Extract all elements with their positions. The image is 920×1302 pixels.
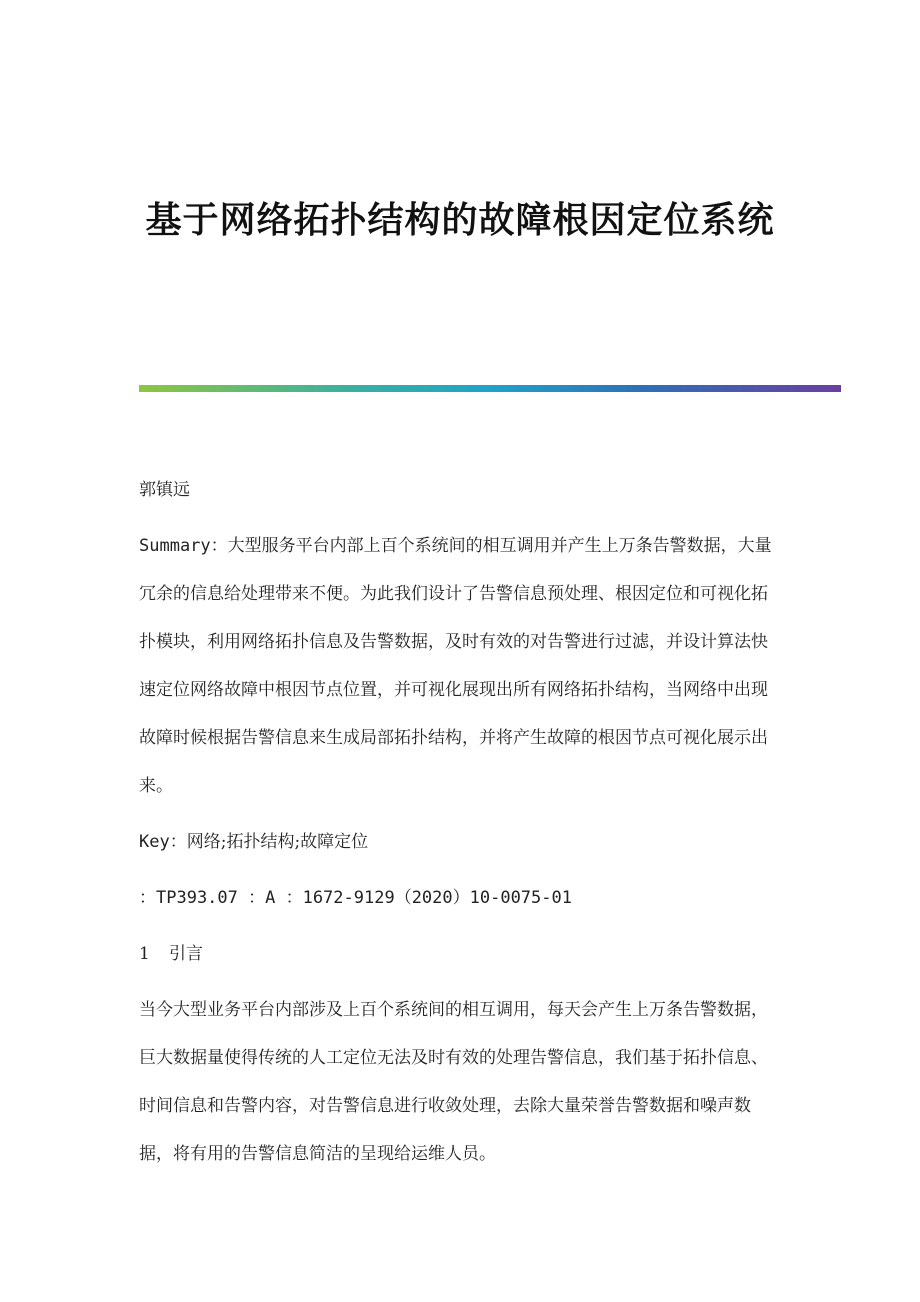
keywords-text: 网络;拓扑结构;故障定位: [186, 832, 369, 852]
title-gradient-rule: [139, 385, 841, 392]
intro-paragraph: 当今大型业务平台内部涉及上百个系统间的相互调用，每天会产生上万条告警数据，巨大数据量使得传统的人工定位无法及时有效的处理告警信息，我们基于拓扑信息、时间信息和告警内容，对告警信息进行收敛处理，去除大量荣誉告警数据和噪声数据，将有用的告警信息简洁的呈现给运维人员。: [139, 1000, 768, 1164]
document-title: 基于网络拓扑结构的故障根因定位系统: [145, 199, 775, 241]
keywords-label: Key：: [139, 832, 187, 852]
summary-label: Summary：: [139, 536, 228, 556]
author-line: 郭镇远: [139, 480, 190, 500]
keywords-line: [139, 818, 779, 866]
section-heading: [139, 930, 779, 978]
section-title: 引言: [169, 944, 203, 964]
classification-line: ：TP393.07 ：A ：1672-9129（2020）10-0075-01: [139, 888, 572, 908]
document-body: [139, 466, 779, 1186]
section-number: 1: [139, 944, 150, 964]
summary-text: 大型服务平台内部上百个系统间的相互调用并产生上万条告警数据，大量冗余的信息给处理带来不便。为此我们设计了告警信息预处理、根因定位和可视化拓扑模块，利用网络拓扑信息及告警数据，及时有效的对告警进行过滤，并设计算法快速定位网络故障中根因节点位置，并可视化展现出所有网络拓扑结构，当网络中出现故障时候根据告警信息来生成局部拓扑结构，并将产生故障的根因节点可视化展示出来。: [139, 536, 772, 796]
summary-paragraph: [139, 522, 779, 810]
